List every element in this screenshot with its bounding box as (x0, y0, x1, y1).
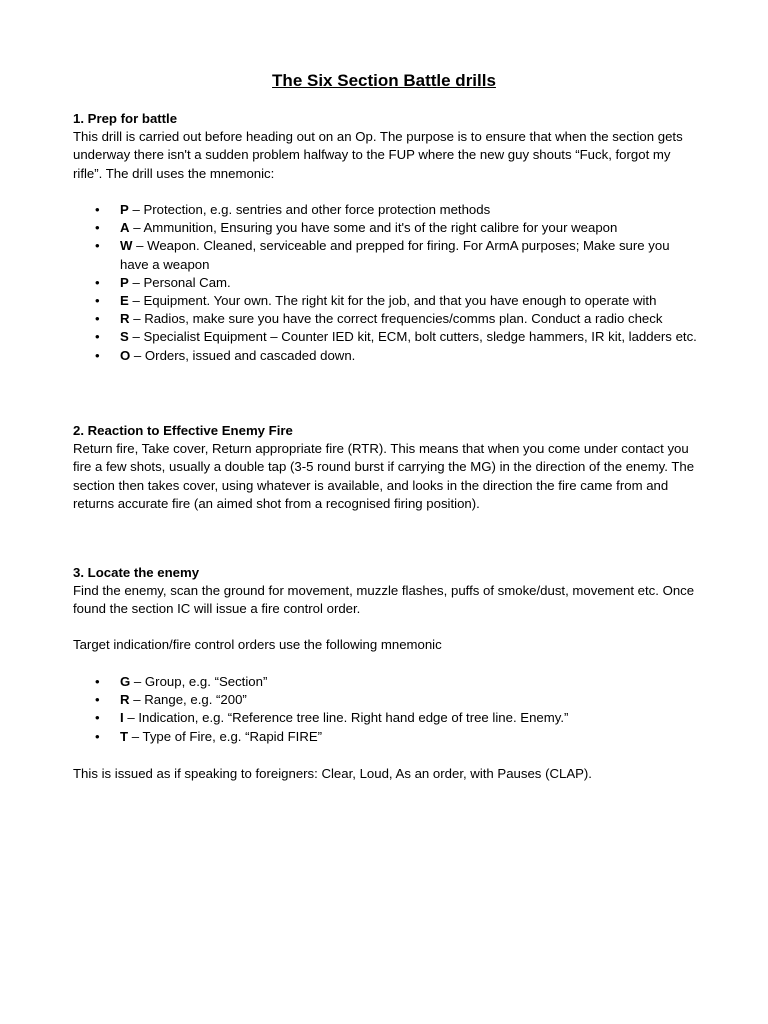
mnemonic-text: – Ammunition, Ensuring you have some and it's of the right calibre for your weapon (129, 220, 618, 236)
mnemonic-text: – Orders, issued and cascaded down. (130, 347, 356, 363)
bullet-icon: • (95, 692, 100, 708)
mnemonic-key: W (120, 238, 133, 254)
section-3-mnemonic-intro-block (73, 636, 698, 654)
bullet-icon: • (95, 202, 100, 217)
section-3-closing-block (73, 765, 698, 783)
section-3-mnemonic-intro: Target indication/fire control orders use the following mnemonic (73, 637, 442, 652)
bullet-icon: • (95, 674, 100, 689)
mnemonic-text: – Protection, e.g. sentries and other force protection methods (128, 202, 491, 217)
mnemonic-text: – Range, e.g. “200” (129, 692, 247, 708)
mnemonic-text: – Group, e.g. “Section” (130, 674, 268, 689)
mnemonic-key: P (120, 202, 129, 217)
page-title: The Six Section Battle drills (272, 71, 496, 90)
section-3-list (73, 673, 698, 746)
bullet-icon: • (95, 293, 100, 309)
mnemonic-key: T (120, 728, 129, 744)
mnemonic-key: A (120, 220, 130, 236)
bullet-icon: • (95, 728, 100, 744)
mnemonic-key: R (120, 692, 130, 708)
bullet-icon: • (95, 274, 100, 290)
mnemonic-key: P (120, 274, 129, 290)
mnemonic-key: S (120, 329, 129, 345)
mnemonic-text: – Equipment. Your own. The right kit for the job, and that you have enough to operate with (128, 293, 657, 309)
section-2-body: Return fire, Take cover, Return appropriate fire (RTR). This means that when you come under contact you fire a few shots, usually a double tap (3-5 round burst if carrying the MG) in the direction of the enemy. The section then takes cover, using whatever is available, and looks in the direction the fire came from and returns accurate fire (an aimed shot from a recognised firing position). (73, 441, 695, 511)
list-item (73, 691, 698, 709)
section-1-list (73, 201, 698, 365)
list-item (73, 292, 698, 310)
mnemonic-text: – Weapon. Cleaned, serviceable and prepped for firing. For ArmA purposes; Make sure you have a weapon (120, 238, 670, 272)
section-3 (73, 564, 698, 619)
section-3-heading: 3. Locate the enemy (73, 565, 200, 580)
mnemonic-text: – Specialist Equipment – Counter IED kit, ECM, bolt cutters, sledge hammers, IR kit, ladders etc. (128, 329, 697, 345)
mnemonic-key: I (120, 710, 124, 726)
bullet-icon: • (95, 220, 100, 236)
list-item (73, 201, 698, 219)
bullet-icon: • (95, 347, 100, 363)
list-item (73, 347, 698, 365)
list-item (73, 219, 698, 237)
section-2 (73, 422, 698, 513)
mnemonic-text: – Personal Cam. (128, 274, 231, 290)
bullet-icon: • (95, 710, 100, 726)
section-1-heading: 1. Prep for battle (73, 111, 178, 126)
bullet-icon: • (95, 311, 100, 327)
list-item (73, 310, 698, 328)
list-item (73, 673, 698, 691)
list-item (73, 328, 698, 346)
section-3-body: Find the enemy, scan the ground for movement, muzzle flashes, puffs of smoke/dust, movement etc. Once found the section IC will issue a fire control order. (73, 583, 695, 617)
section-3-closing: This is issued as if speaking to foreigners: Clear, Loud, As an order, with Pauses (CLAP). (73, 766, 592, 781)
list-item (73, 237, 698, 273)
bullet-icon: • (95, 329, 100, 345)
bullet-icon: • (95, 238, 100, 254)
list-item (73, 709, 698, 727)
section-1-intro: This drill is carried out before heading out on an Op. The purpose is to ensure that when the section gets underway there isn't a sudden problem halfway to the FUP where the new guy shouts “Fuck, forgot my rifle”. The drill uses the mnemonic: (73, 129, 683, 181)
list-item (73, 274, 698, 292)
mnemonic-key: G (120, 674, 131, 689)
section-1 (73, 110, 698, 183)
mnemonic-key: E (120, 293, 129, 309)
mnemonic-text: – Indication, e.g. “Reference tree line. Right hand edge of tree line. Enemy.” (123, 710, 569, 726)
mnemonic-key: R (120, 311, 130, 327)
section-2-heading: 2. Reaction to Effective Enemy Fire (73, 423, 293, 438)
mnemonic-text: – Type of Fire, e.g. “Rapid FIRE” (128, 728, 323, 744)
list-item (73, 728, 698, 746)
mnemonic-text: – Radios, make sure you have the correct frequencies/comms plan. Conduct a radio check (129, 311, 663, 327)
mnemonic-key: O (120, 347, 131, 363)
